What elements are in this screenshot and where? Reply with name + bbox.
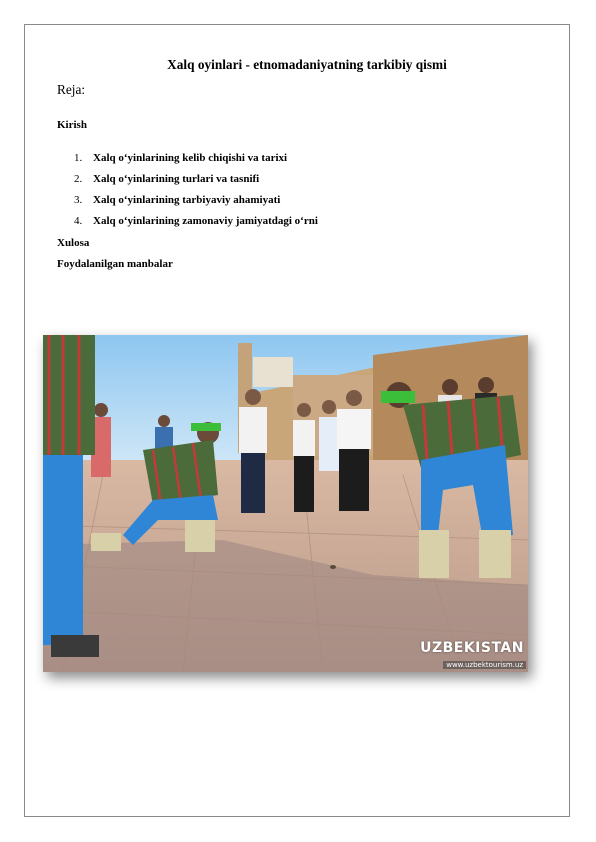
plan-item-number: 2. — [74, 173, 83, 185]
conclusion-heading: Xulosa — [57, 237, 90, 249]
plan-item — [74, 152, 318, 173]
references-heading: Foydalanilgan manbalar — [57, 258, 173, 270]
plan-item-number: 4. — [74, 215, 83, 227]
watermark-url: www.uzbektourism.uz — [443, 661, 526, 669]
plan-heading: Reja: — [57, 82, 86, 97]
plan-item-text: Xalq o‘yinlarining zamonaviy jamiyatdagi o‘rni — [93, 215, 318, 227]
uzbekistan-watermark-logo: UZBEKISTAN — [420, 640, 524, 656]
plan-item-text: Xalq o‘yinlarining tarbiyaviy ahamiyati — [93, 194, 281, 206]
plan-item — [74, 215, 318, 236]
plan-item — [74, 194, 318, 215]
intro-heading: Kirish — [57, 119, 87, 131]
plan-list — [74, 152, 318, 236]
plan-item-number: 3. — [74, 194, 83, 206]
plan-item-text: Xalq o‘yinlarining kelib chiqishi va tarixi — [93, 152, 288, 164]
document-title: Xalq oyinlari - etnomadaniyatning tarkibiy qismi — [167, 57, 447, 72]
plan-item-text: Xalq o‘yinlarining turlari va tasnifi — [93, 173, 260, 185]
plan-item-number: 1. — [74, 152, 83, 164]
plan-item — [74, 173, 318, 194]
folk-game-photo — [43, 335, 528, 672]
photo-illustration — [43, 335, 528, 672]
